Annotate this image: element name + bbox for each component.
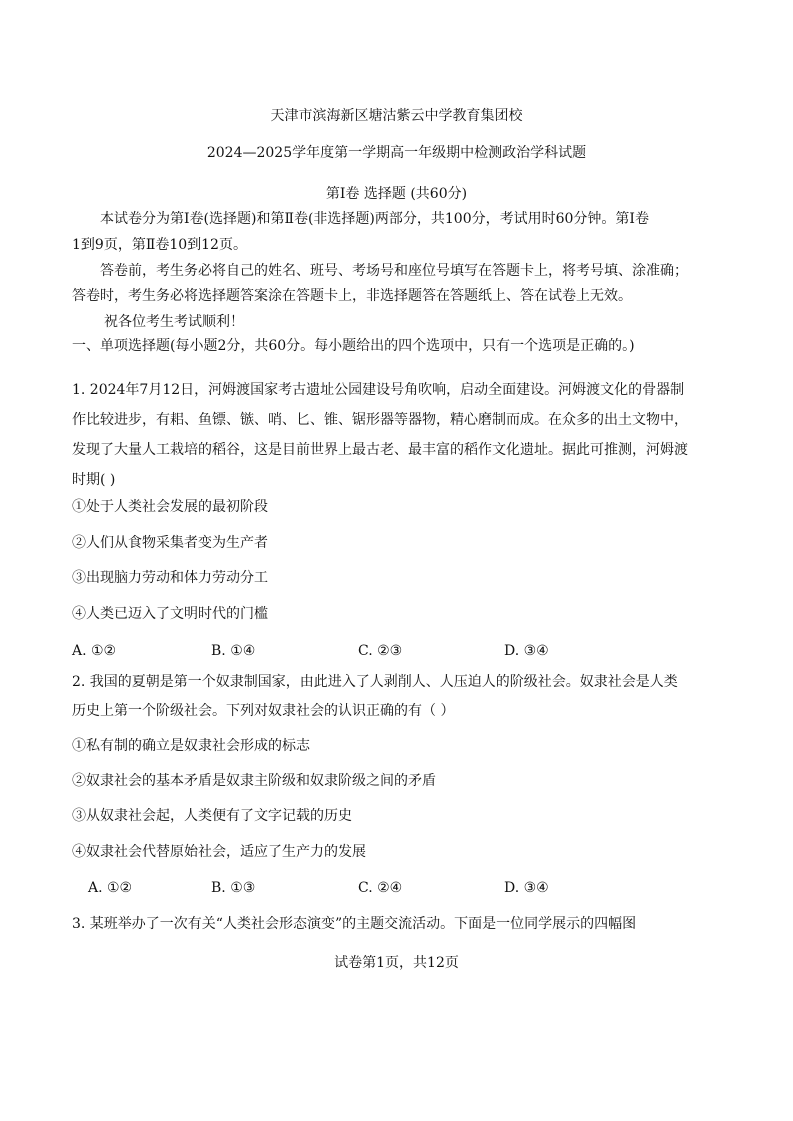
question-1-options	[0, 641, 793, 661]
part-heading: 一、单项选择题(每小题2分，共60分。每小题给出的四个选项中，只有一个选项是正确的。)	[72, 338, 635, 354]
option-a[interactable]: A. ①②	[88, 880, 133, 896]
question-1-statement: ④人类已迈入了文明时代的门槛	[72, 606, 268, 622]
question-2-stem-line: 2. 我国的夏朝是第一个奴隶制国家，由此进入了人剥削人、人压迫人的阶级社会。奴隶社会是人类	[72, 674, 678, 690]
option-b[interactable]: B. ①④	[211, 643, 256, 659]
question-1-stem-line: 1. 2024年7月12日，河姆渡国家考古遗址公园建设号角吹响，启动全面建设。河姆渡文化的骨器制	[72, 382, 685, 398]
option-d[interactable]: D. ③④	[504, 880, 549, 896]
instruction-line: 答卷时，考生务必将选择题答案涂在答题卡上，非选择题答在答题纸上、答在试卷上无效。	[72, 288, 632, 304]
question-2-statement: ①私有制的确立是奴隶社会形成的标志	[72, 738, 310, 754]
question-1-stem-line: 时期( )	[72, 472, 116, 488]
option-c[interactable]: C. ②③	[358, 643, 403, 659]
exam-title: 2024—2025学年度第一学期高一年级期中检测政治学科试题	[206, 145, 587, 161]
question-2-stem-line: 历史上第一个阶级社会。下列对奴隶社会的认识正确的有（ ）	[72, 703, 455, 719]
question-2-statement: ②奴隶社会的基本矛盾是奴隶主阶级和奴隶阶级之间的矛盾	[72, 773, 436, 789]
page-footer: 试卷第1页，共12页	[334, 955, 459, 971]
question-1-stem-line: 发现了大量人工栽培的稻谷，这是目前世界上最古老、最丰富的稻作文化遗址。据此可推测，河姆渡	[72, 442, 688, 458]
school-name: 天津市滨海新区塘沽紫云中学教育集团校	[270, 108, 523, 124]
section-title: 第Ⅰ卷 选择题 (共60分)	[325, 186, 468, 202]
question-1-statement: ②人们从食物采集者变为生产者	[72, 535, 268, 551]
question-2-options	[0, 878, 793, 898]
question-1-statement: ①处于人类社会发展的最初阶段	[72, 499, 268, 515]
question-2-statement: ④奴隶社会代替原始社会，适应了生产力的发展	[72, 844, 366, 860]
option-d[interactable]: D. ③④	[504, 643, 549, 659]
question-1-stem-line: 作比较进步，有耜、鱼镖、镞、哨、匕、锥、锯形器等器物，精心磨制而成。在众多的出土文物中，	[72, 412, 688, 428]
option-a[interactable]: A. ①②	[72, 643, 117, 659]
question-2-statement: ③从奴隶社会起，人类便有了文字记载的历史	[72, 808, 352, 824]
question-1-statement: ③出现脑力劳动和体力劳动分工	[72, 570, 268, 586]
question-3-stem-line: 3. 某班举办了一次有关“人类社会形态演变”的主题交流活动。下面是一位同学展示的四幅图	[72, 916, 637, 932]
option-b[interactable]: B. ①③	[211, 880, 256, 896]
good-luck-line: 祝各位考生考试顺利！	[104, 314, 244, 330]
option-c[interactable]: C. ②④	[358, 880, 403, 896]
instruction-line: 答卷前，考生务必将自己的姓名、班号、考场号和座位号填写在答题卡上，将考号填、涂准确；	[100, 263, 688, 279]
instruction-line: 1到9页，第Ⅱ卷10到12页。	[72, 237, 247, 253]
instruction-line: 本试卷分为第Ⅰ卷(选择题)和第Ⅱ卷(非选择题)两部分，共100分，考试用时60分钟。第Ⅰ卷	[100, 211, 649, 227]
